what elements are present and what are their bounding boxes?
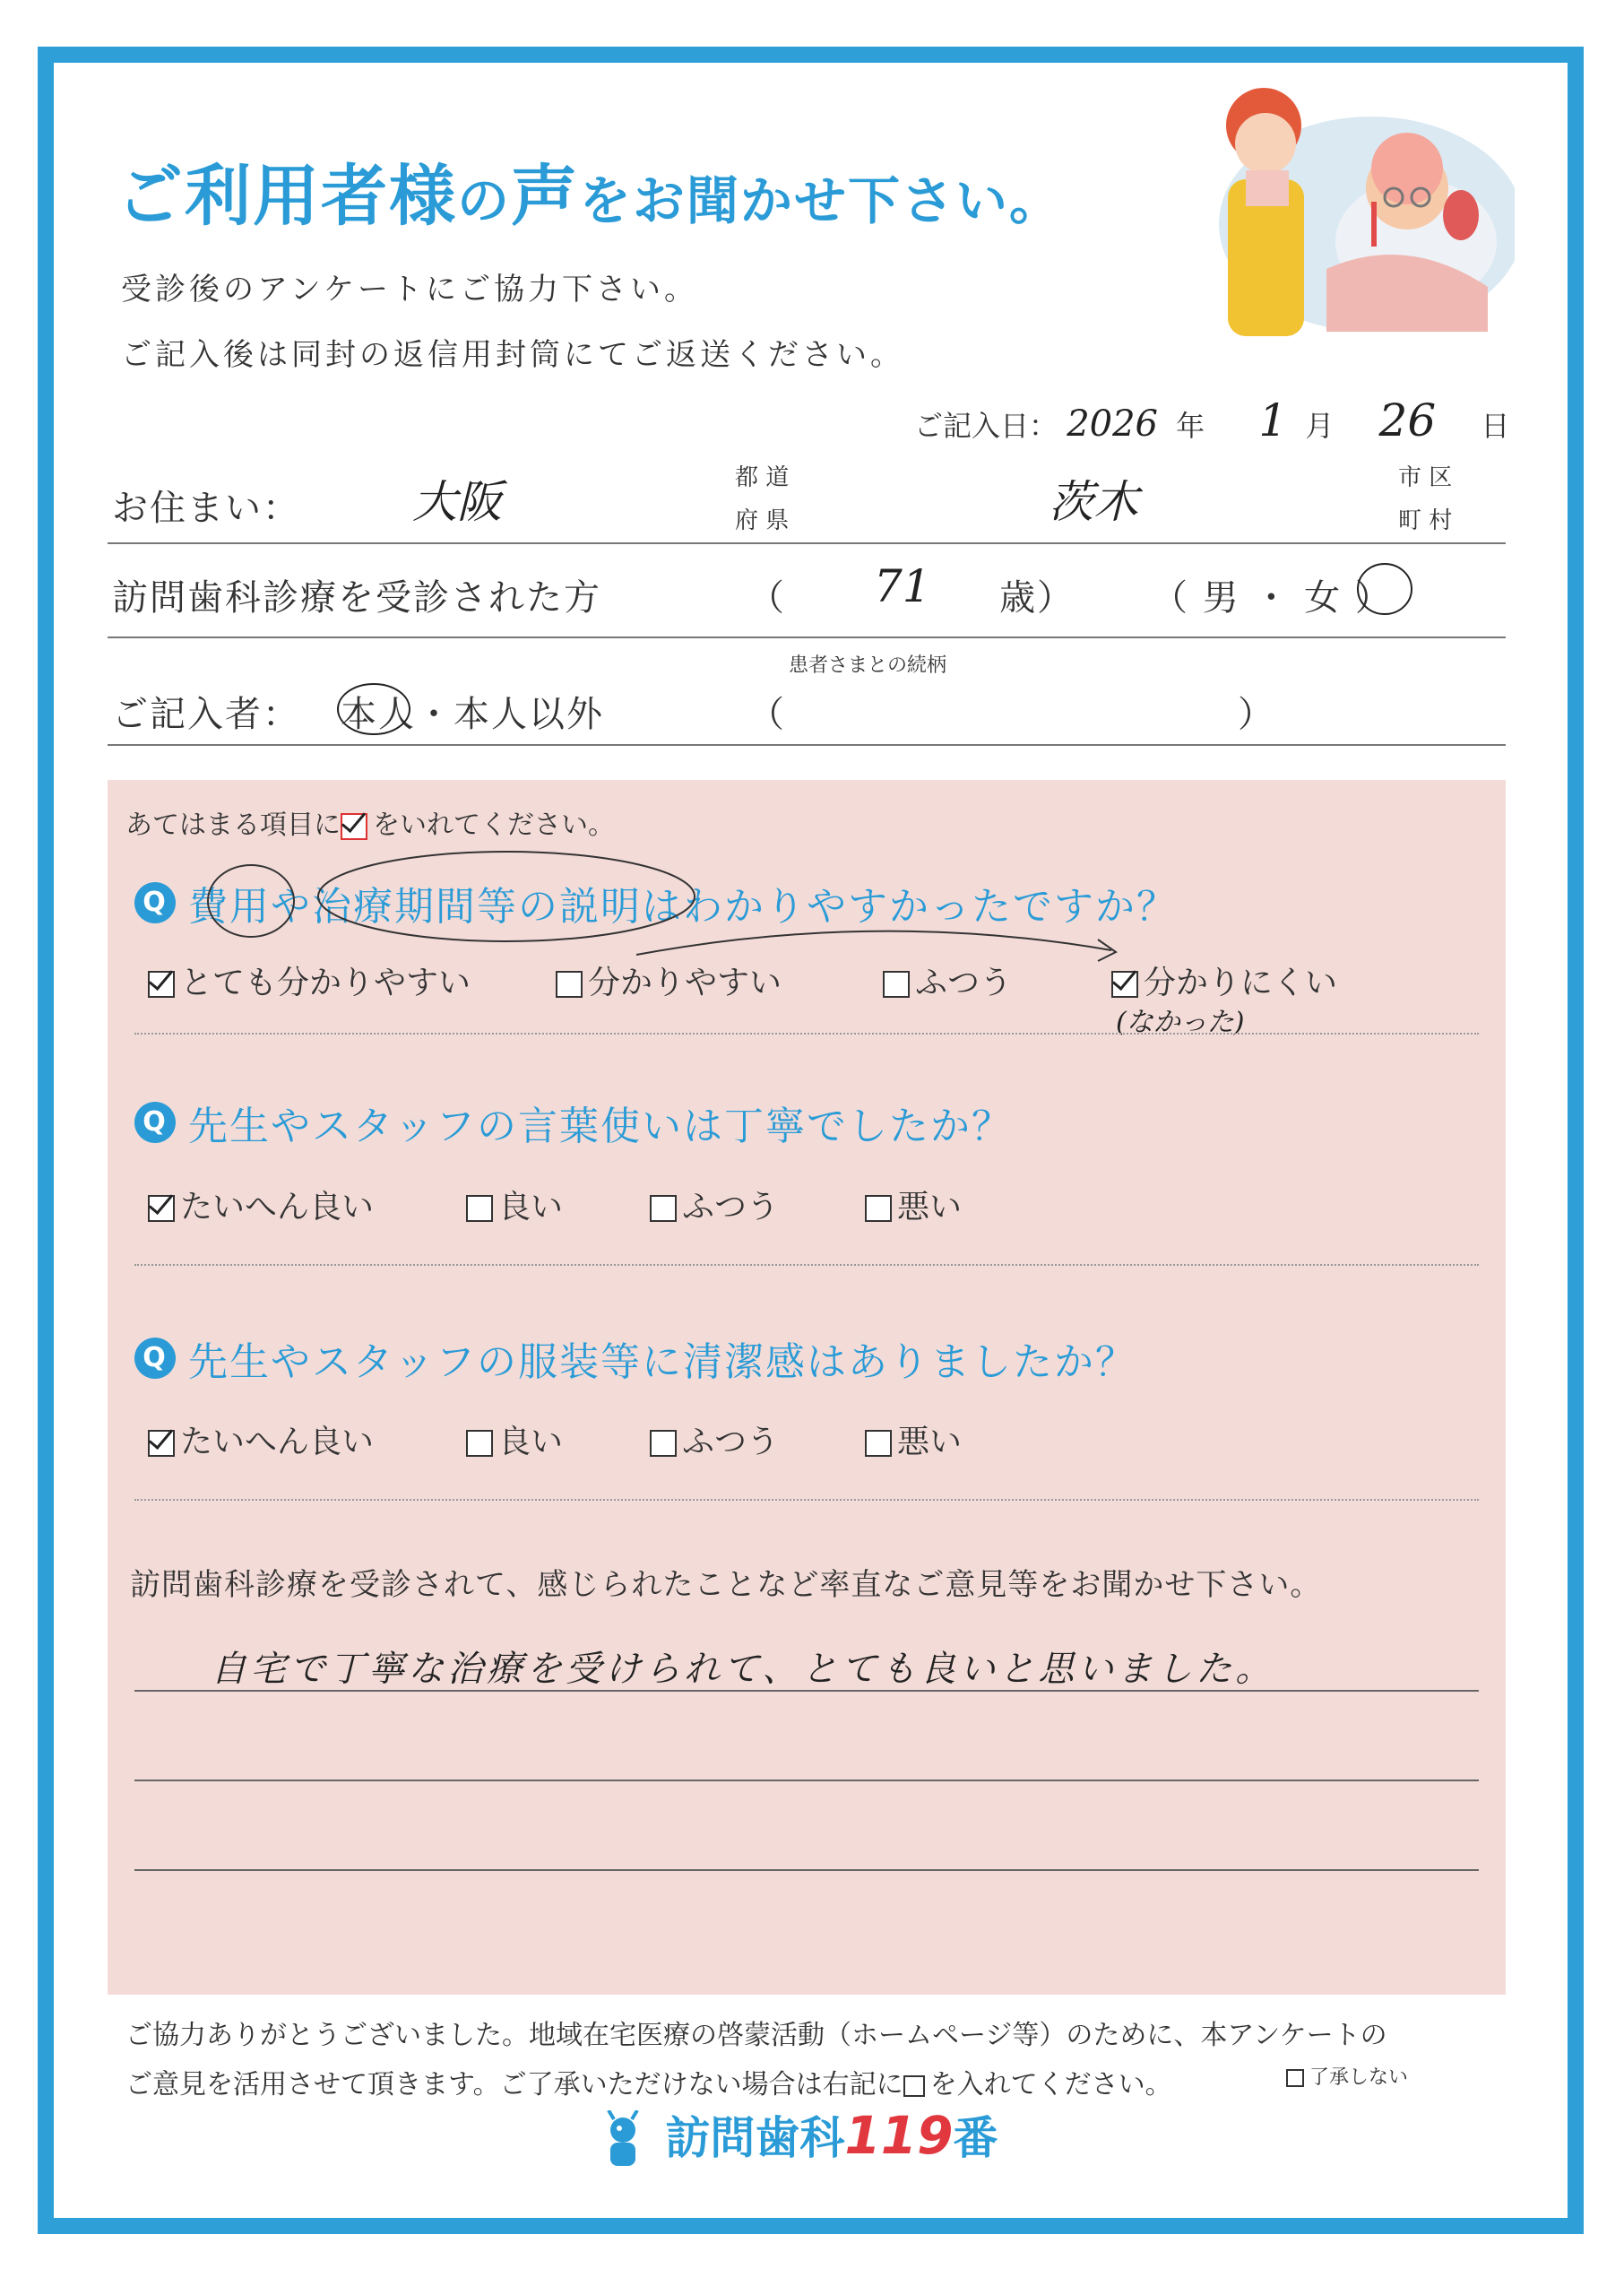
q-icon: Q xyxy=(134,1102,176,1143)
opinion-answer[interactable]: 自宅で丁寧な治療を受けられて、とても良いと思いました。 xyxy=(211,1649,1275,1690)
gender-circle-mark xyxy=(1353,558,1416,620)
city-value: 茨木 xyxy=(1049,476,1138,528)
q1-option-3[interactable]: ふつう xyxy=(883,957,1012,1003)
writer-label: ご記入者： xyxy=(112,694,300,735)
q1-option-2[interactable]: 分かりやすい xyxy=(556,957,782,1003)
q-icon: Q xyxy=(134,882,176,923)
divider xyxy=(134,1499,1479,1501)
deer-mascot-icon xyxy=(596,2110,650,2173)
q2-option-3[interactable]: ふつう xyxy=(650,1182,779,1227)
checkbox[interactable] xyxy=(556,971,583,998)
divider xyxy=(134,1264,1479,1266)
write-line xyxy=(134,1690,1479,1692)
instruction: あてはまる項目に をいれてください。 xyxy=(125,810,615,841)
write-line xyxy=(134,1780,1479,1781)
caregiver-illustration xyxy=(1192,72,1515,368)
pref-type-bottom: 府 県 xyxy=(735,507,790,534)
write-line xyxy=(134,1869,1479,1871)
q2-option-2[interactable]: 良い xyxy=(466,1182,563,1227)
date-label: ご記入日： xyxy=(914,409,1058,443)
checkbox[interactable] xyxy=(1111,971,1138,998)
divider xyxy=(108,542,1506,544)
writer-options: 本人・本人以外 xyxy=(341,694,604,735)
checkbox[interactable] xyxy=(466,1195,493,1222)
q3-option-4[interactable]: 悪い xyxy=(865,1416,962,1462)
divider xyxy=(108,744,1506,746)
checkbox[interactable] xyxy=(650,1195,677,1222)
self-circle-mark xyxy=(333,680,414,739)
relation-note: 患者さまとの続柄 xyxy=(789,654,947,677)
example-checkbox xyxy=(341,813,367,840)
q3-option-1[interactable]: たいへん良い xyxy=(148,1416,374,1462)
page-title: ご利用者様の声をお聞かせ下さい。 xyxy=(117,158,1064,235)
address-label: お住まい： xyxy=(112,488,300,529)
checkbox[interactable] xyxy=(865,1195,892,1222)
prefecture-value: 大阪 xyxy=(412,476,502,528)
q1-note: (なかった) xyxy=(1116,1007,1245,1038)
date-year: 2026 xyxy=(1067,403,1158,445)
checkbox[interactable] xyxy=(148,1430,175,1457)
date-month: 1 xyxy=(1258,394,1288,446)
q2-option-1[interactable]: たいへん良い xyxy=(148,1182,374,1227)
q-icon: Q xyxy=(134,1338,176,1379)
logo: 訪問歯科119番 xyxy=(596,2102,998,2173)
pref-type-top: 都 道 xyxy=(735,464,790,491)
q3-option-2[interactable]: 良い xyxy=(466,1416,563,1462)
checkbox[interactable] xyxy=(883,971,910,998)
question-1: Q 費用や治療期間等の説明はわかりやすかったですか？ xyxy=(134,874,1178,931)
patient-label: 訪問歯科診療を受診された方 xyxy=(112,577,601,619)
city-type-top: 市 区 xyxy=(1398,464,1453,491)
date-day: 26 xyxy=(1378,394,1437,446)
date-row: ご記入日： 2026 年 1 月 26 日 xyxy=(914,394,1510,446)
q1-option-4[interactable]: 分かりにくい xyxy=(1111,957,1337,1003)
footer-line-1: ご協力ありがとうございました。地域在宅医療の啓蒙活動（ホームページ等）のために、本アンケートの xyxy=(125,2020,1387,2051)
patient-gender: （ 男 ・ 女 ） xyxy=(1152,577,1393,619)
intro-line-1: 受診後のアンケートにご協力下さい。 xyxy=(121,272,698,307)
question-2: Q 先生やスタッフの言葉使いは丁寧でしたか？ xyxy=(134,1094,1013,1151)
opinion-prompt: 訪問歯科診療を受診されて、感じられたことなど率直なご意見等をお聞かせ下さい。 xyxy=(130,1567,1322,1603)
checkbox-icon xyxy=(903,2075,925,2097)
checkbox[interactable] xyxy=(148,971,175,998)
intro-line-2: ご記入後は同封の返信用封筒にてご返送ください。 xyxy=(121,337,904,373)
checkbox[interactable] xyxy=(148,1195,175,1222)
divider xyxy=(134,1033,1479,1035)
q1-option-1[interactable]: とても分かりやすい xyxy=(148,957,471,1003)
no-consent-option[interactable]: 了承しない xyxy=(1286,2062,1408,2090)
patient-age: 71 xyxy=(874,560,931,612)
q3-option-3[interactable]: ふつう xyxy=(650,1416,779,1462)
city-type-bottom: 町 村 xyxy=(1398,507,1453,534)
checkbox[interactable] xyxy=(865,1430,892,1457)
no-consent-checkbox[interactable] xyxy=(1286,2069,1304,2087)
checkbox[interactable] xyxy=(466,1430,493,1457)
circle-mark xyxy=(202,856,300,946)
footer-line-2: ご意見を活用させて頂きます。ご了承いただけない場合は右記に を入れてください。 xyxy=(125,2069,1172,2100)
divider xyxy=(108,637,1506,638)
question-3: Q 先生やスタッフの服装等に清潔感はありましたか？ xyxy=(134,1329,1136,1387)
q2-option-4[interactable]: 悪い xyxy=(865,1182,962,1227)
checkbox[interactable] xyxy=(650,1430,677,1457)
